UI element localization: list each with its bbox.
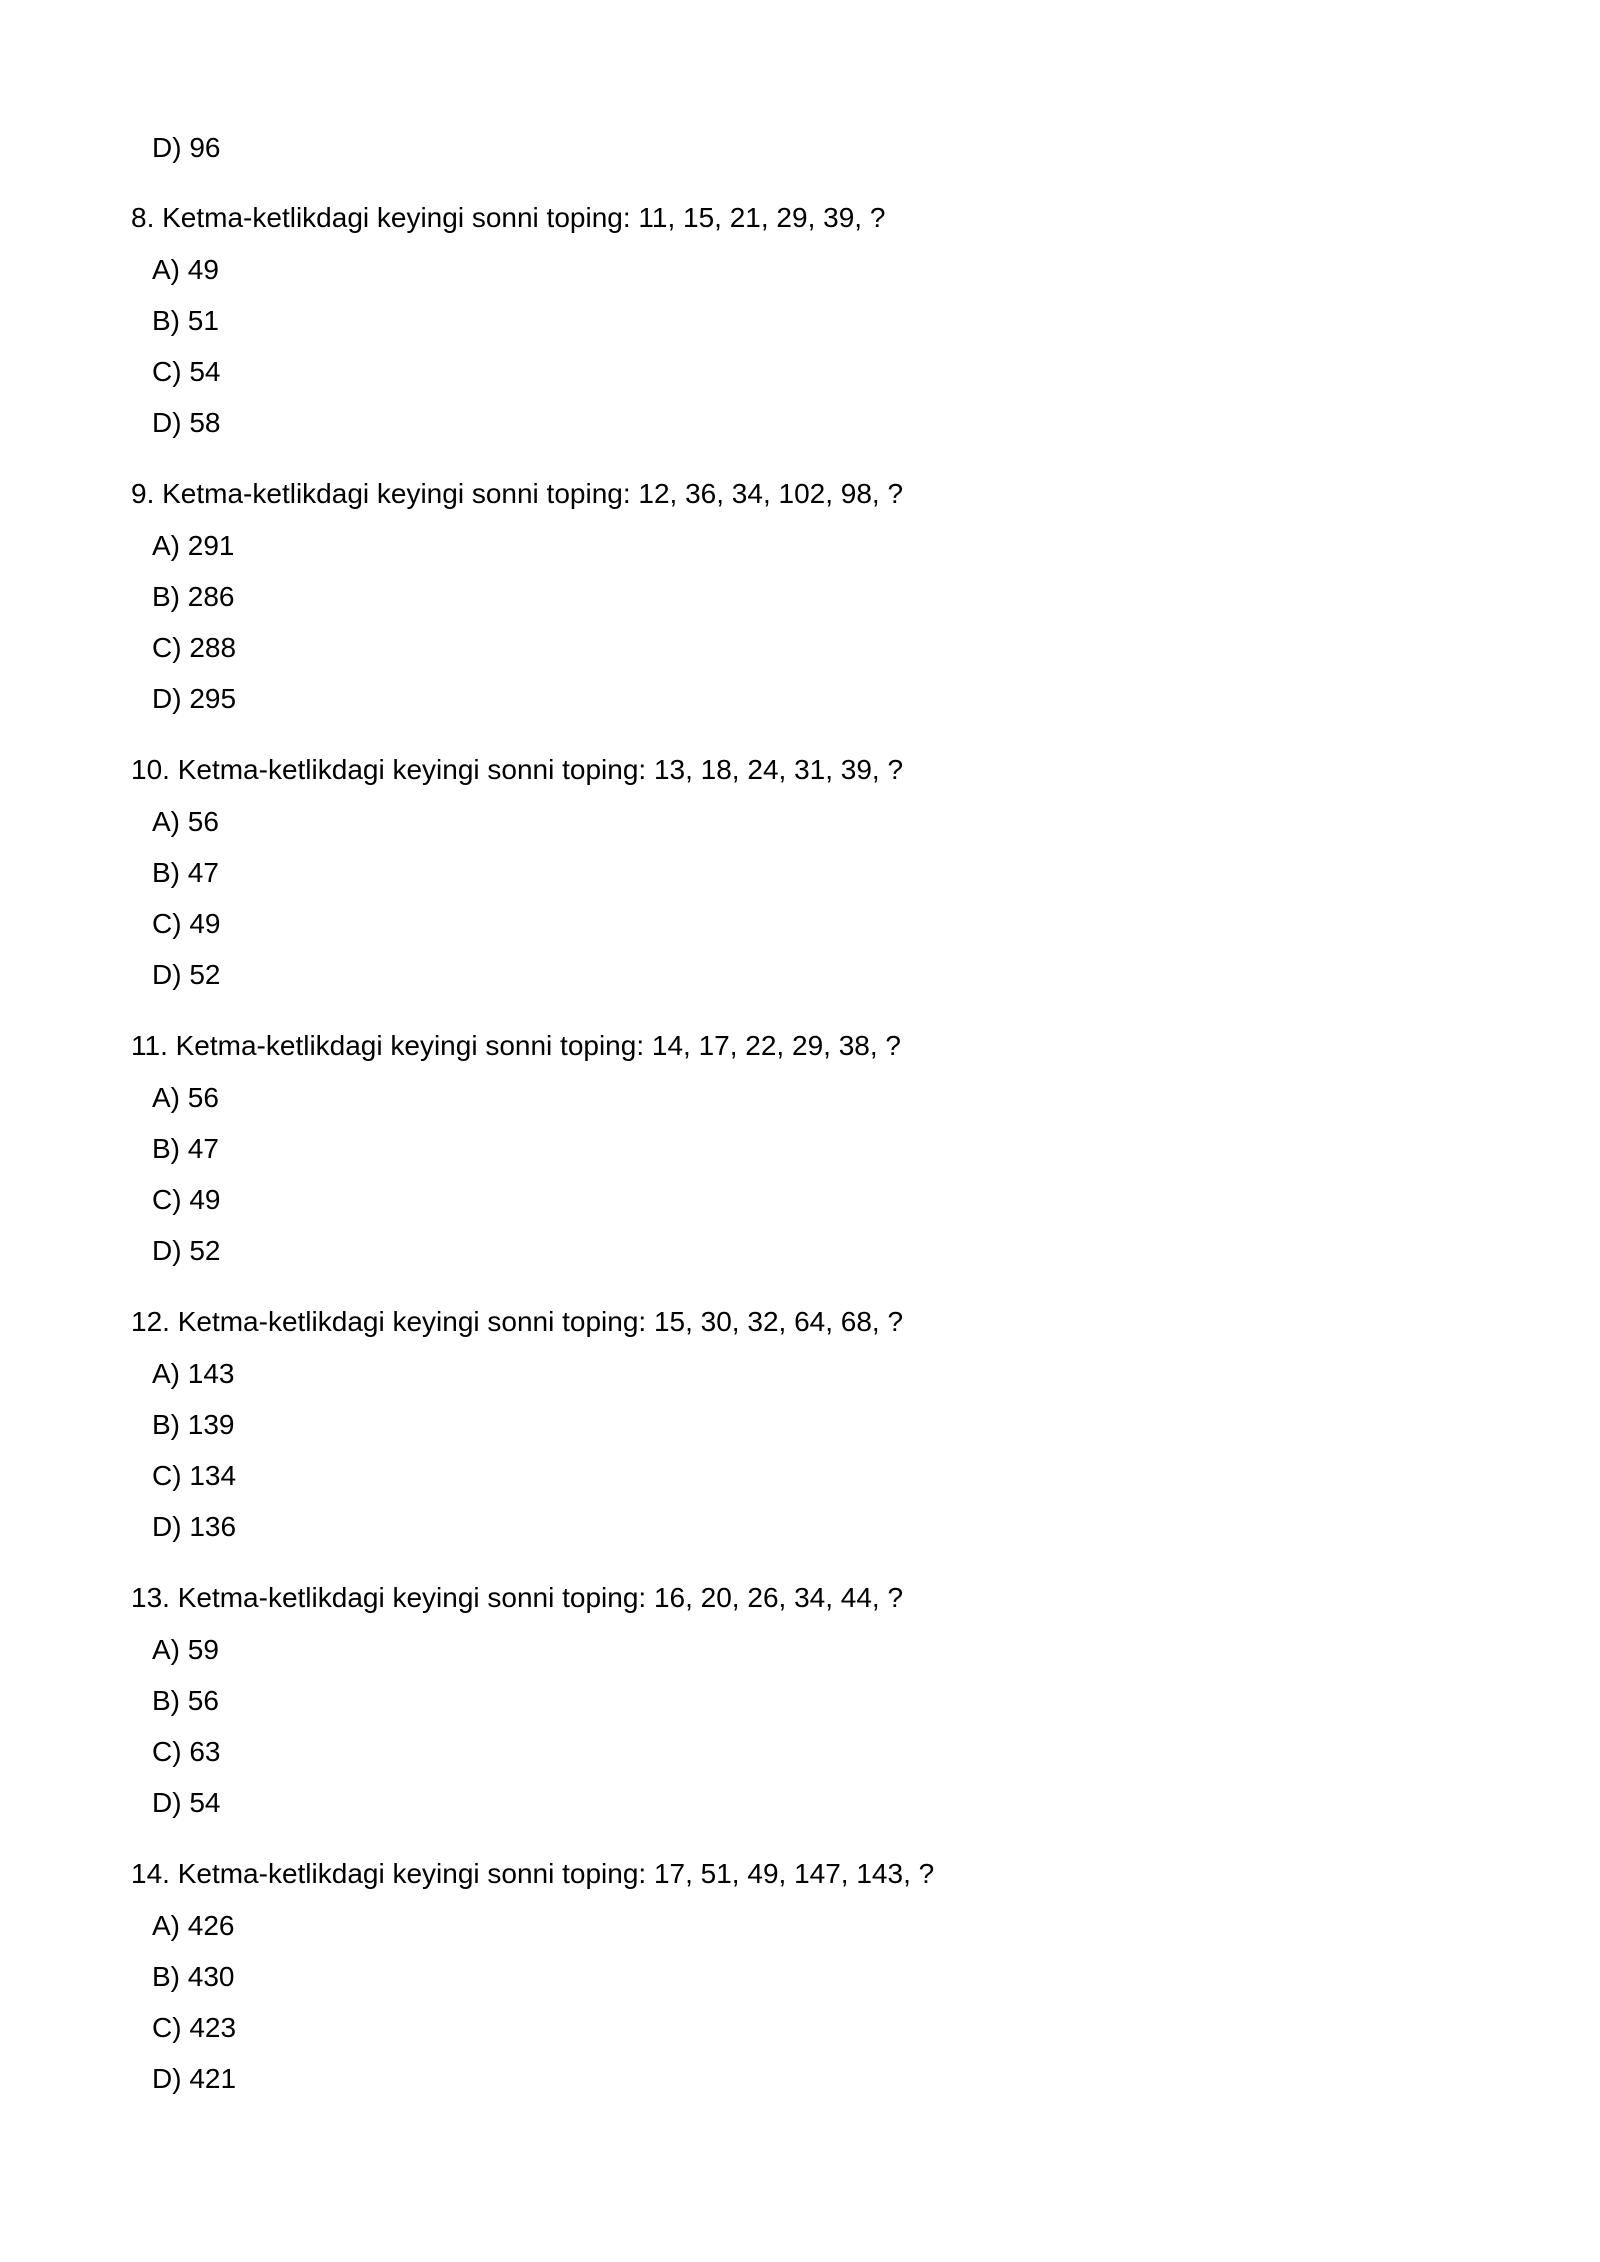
question-13-option-c: C) 63 (152, 1736, 221, 1767)
question-14-option-b: B) 430 (152, 1961, 235, 1992)
question-9-option-a: A) 291 (152, 530, 235, 561)
question-14-option-d: D) 421 (152, 2063, 237, 2094)
question-13-option-d: D) 54 (152, 1787, 221, 1818)
leading-option: D) 96 (152, 132, 221, 163)
question-12-text: 12. Ketma-ketlikdagi keyingi sonni toping: 15, 30, 32, 64, 68, ? (131, 1306, 904, 1337)
question-10-option-b: B) 47 (152, 857, 219, 888)
question-14-option-c: C) 423 (152, 2012, 237, 2043)
question-9-option-c: C) 288 (152, 632, 237, 663)
question-10-text: 10. Ketma-ketlikdagi keyingi sonni toping: 13, 18, 24, 31, 39, ? (131, 754, 904, 785)
question-9-option-d: D) 295 (152, 683, 237, 714)
question-11-option-b: B) 47 (152, 1133, 219, 1164)
question-10-option-c: C) 49 (152, 908, 221, 939)
question-8-option-a: A) 49 (152, 254, 219, 285)
question-13-text: 13. Ketma-ketlikdagi keyingi sonni toping: 16, 20, 26, 34, 44, ? (131, 1582, 904, 1613)
question-8-option-b: B) 51 (152, 305, 219, 336)
question-11-text: 11. Ketma-ketlikdagi keyingi sonni toping: 14, 17, 22, 29, 38, ? (131, 1030, 901, 1061)
question-13-option-a: A) 59 (152, 1634, 219, 1665)
question-8-option-d: D) 58 (152, 407, 221, 438)
question-9-text: 9. Ketma-ketlikdagi keyingi sonni toping: 12, 36, 34, 102, 98, ? (131, 478, 904, 509)
question-12-option-a: A) 143 (152, 1358, 235, 1389)
question-10-option-a: A) 56 (152, 806, 219, 837)
question-13-option-b: B) 56 (152, 1685, 219, 1716)
question-14-text: 14. Ketma-ketlikdagi keyingi sonni toping: 17, 51, 49, 147, 143, ? (131, 1858, 935, 1889)
question-10-option-d: D) 52 (152, 959, 221, 990)
question-8-option-c: C) 54 (152, 356, 221, 387)
question-12-option-c: C) 134 (152, 1460, 237, 1491)
question-12-option-b: B) 139 (152, 1409, 235, 1440)
question-11-option-a: A) 56 (152, 1082, 219, 1113)
question-9-option-b: B) 286 (152, 581, 235, 612)
question-8-text: 8. Ketma-ketlikdagi keyingi sonni toping: 11, 15, 21, 29, 39, ? (131, 202, 886, 233)
question-11-option-d: D) 52 (152, 1235, 221, 1266)
question-12-option-d: D) 136 (152, 1511, 237, 1542)
question-11-option-c: C) 49 (152, 1184, 221, 1215)
question-14-option-a: A) 426 (152, 1910, 235, 1941)
